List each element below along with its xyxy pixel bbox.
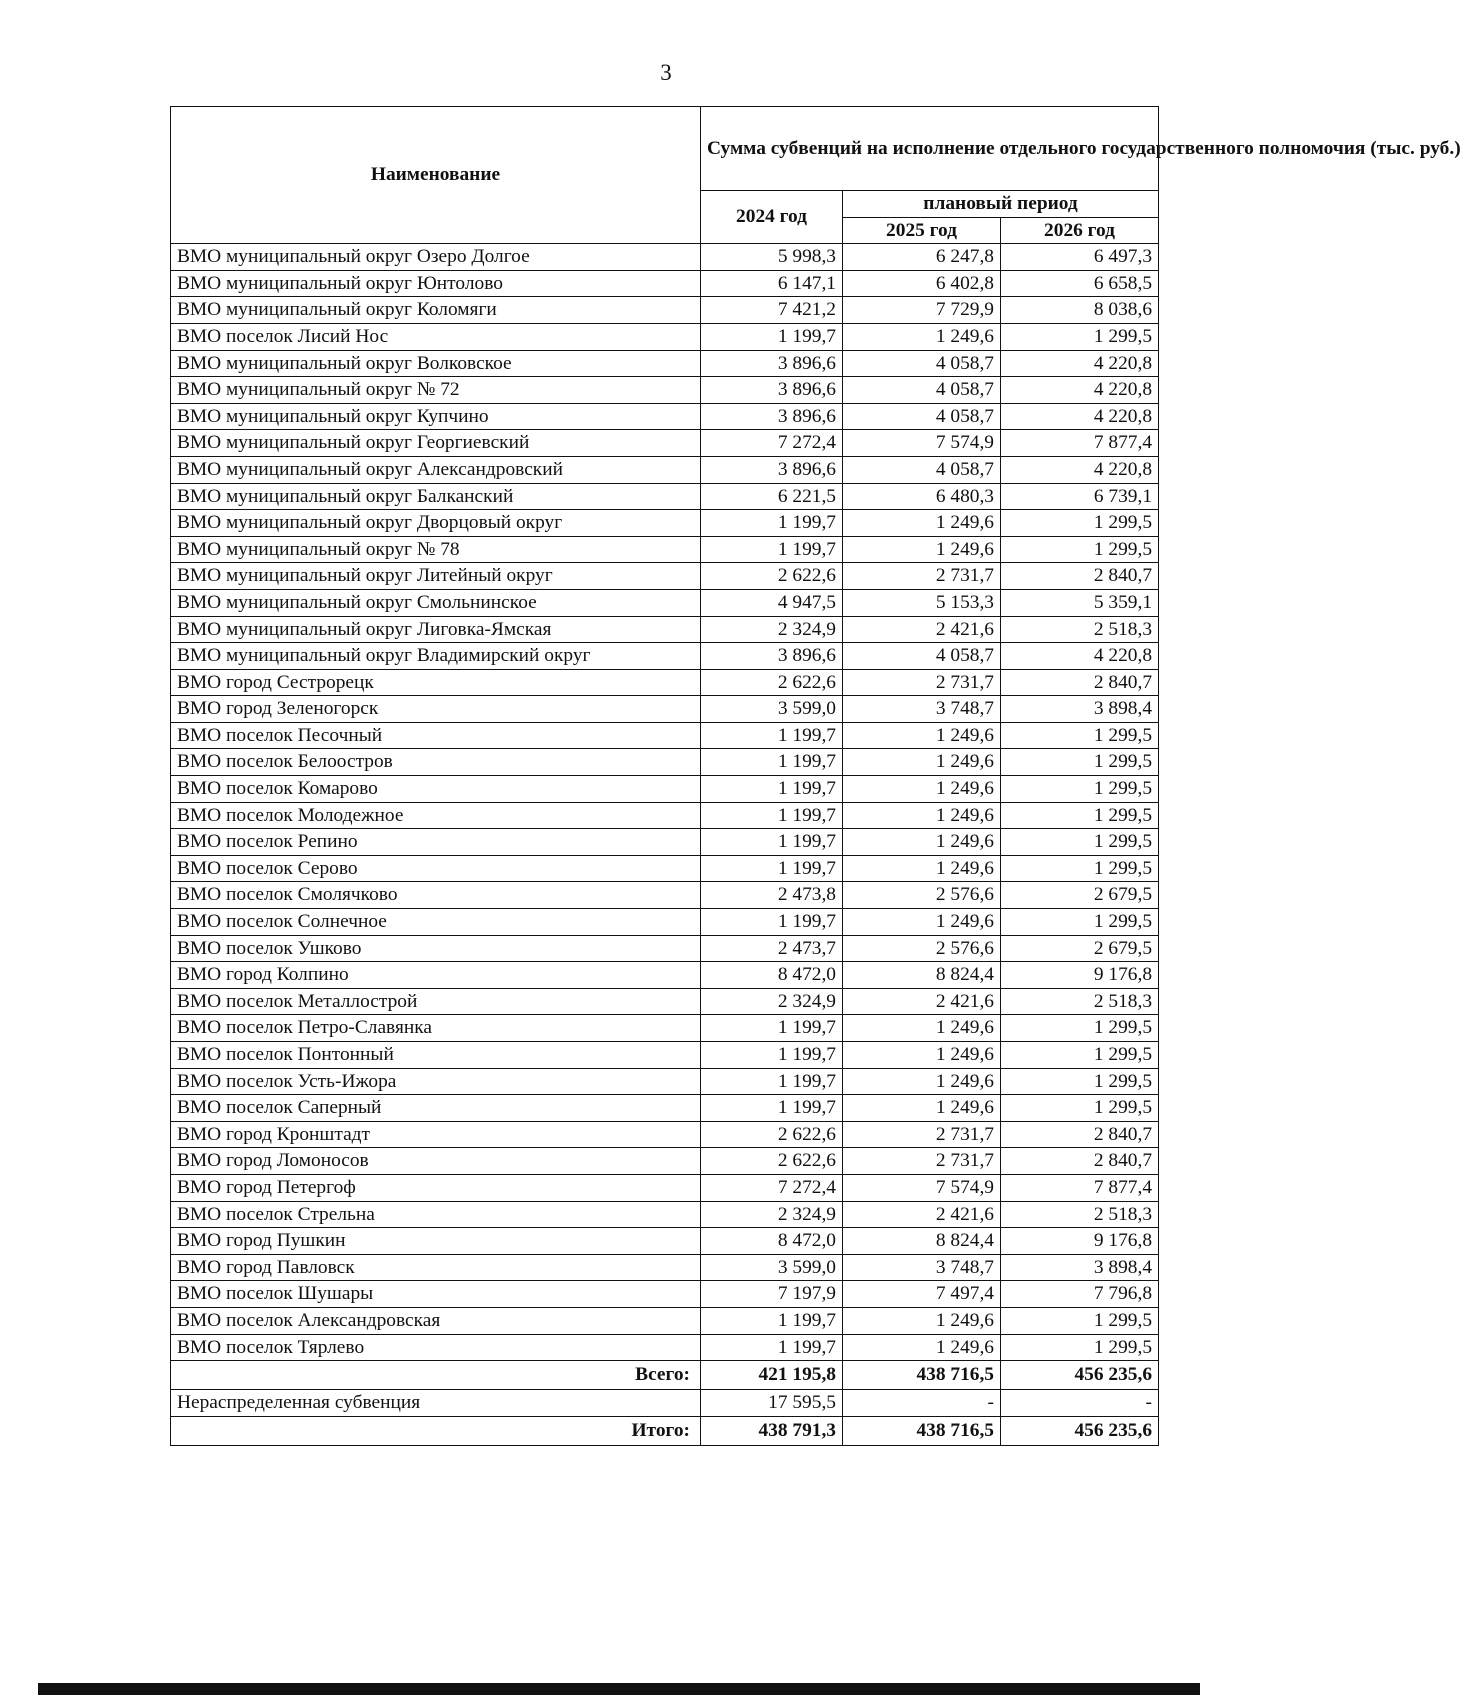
row-value-2026: 1 299,5 bbox=[1001, 909, 1159, 936]
table-row bbox=[171, 616, 1159, 643]
table-row bbox=[171, 1334, 1159, 1361]
total-2025: 438 716,5 bbox=[843, 1361, 1001, 1390]
row-value-2026: 4 220,8 bbox=[1001, 643, 1159, 670]
row-value-2026: 1 299,5 bbox=[1001, 855, 1159, 882]
row-name: ВМО поселок Александровская bbox=[171, 1307, 701, 1334]
table-row bbox=[171, 696, 1159, 723]
row-value-2026: 1 299,5 bbox=[1001, 1015, 1159, 1042]
row-name: ВМО поселок Смолячково bbox=[171, 882, 701, 909]
row-value-2024: 8 472,0 bbox=[701, 962, 843, 989]
total-2024: 421 195,8 bbox=[701, 1361, 843, 1390]
row-value-2025: 1 249,6 bbox=[843, 323, 1001, 350]
row-value-2024: 8 472,0 bbox=[701, 1228, 843, 1255]
row-value-2024: 3 896,6 bbox=[701, 643, 843, 670]
row-value-2025: 3 748,7 bbox=[843, 1254, 1001, 1281]
row-value-2025: 2 421,6 bbox=[843, 616, 1001, 643]
row-value-2025: 7 497,4 bbox=[843, 1281, 1001, 1308]
row-value-2025: 2 576,6 bbox=[843, 935, 1001, 962]
header-name: Наименование bbox=[171, 107, 701, 244]
row-value-2024: 1 199,7 bbox=[701, 510, 843, 537]
row-value-2024: 3 896,6 bbox=[701, 403, 843, 430]
row-value-2026: 3 898,4 bbox=[1001, 1254, 1159, 1281]
row-name: ВМО город Колпино bbox=[171, 962, 701, 989]
table-row bbox=[171, 882, 1159, 909]
row-value-2025: 1 249,6 bbox=[843, 510, 1001, 537]
row-value-2026: 1 299,5 bbox=[1001, 829, 1159, 856]
row-name: ВМО поселок Металлострой bbox=[171, 988, 701, 1015]
row-value-2026: 1 299,5 bbox=[1001, 536, 1159, 563]
row-value-2026: 1 299,5 bbox=[1001, 776, 1159, 803]
table-row bbox=[171, 722, 1159, 749]
row-value-2024: 2 324,9 bbox=[701, 1201, 843, 1228]
table-row bbox=[171, 988, 1159, 1015]
row-value-2024: 4 947,5 bbox=[701, 589, 843, 616]
table-row bbox=[171, 749, 1159, 776]
row-value-2026: 2 840,7 bbox=[1001, 1148, 1159, 1175]
row-value-2025: 1 249,6 bbox=[843, 1015, 1001, 1042]
row-name: ВМО муниципальный округ № 78 bbox=[171, 536, 701, 563]
row-value-2026: 6 658,5 bbox=[1001, 270, 1159, 297]
row-value-2025: 1 249,6 bbox=[843, 1095, 1001, 1122]
row-value-2026: 7 877,4 bbox=[1001, 1174, 1159, 1201]
table-row bbox=[171, 456, 1159, 483]
row-value-2024: 3 896,6 bbox=[701, 350, 843, 377]
row-value-2025: 3 748,7 bbox=[843, 696, 1001, 723]
row-value-2024: 1 199,7 bbox=[701, 1095, 843, 1122]
unallocated-2026: - bbox=[1001, 1390, 1159, 1417]
row-value-2025: 6 480,3 bbox=[843, 483, 1001, 510]
row-value-2024: 1 199,7 bbox=[701, 909, 843, 936]
row-value-2026: 4 220,8 bbox=[1001, 350, 1159, 377]
row-value-2024: 1 199,7 bbox=[701, 1334, 843, 1361]
row-name: ВМО муниципальный округ Смольнинское bbox=[171, 589, 701, 616]
row-name: ВМО муниципальный округ № 72 bbox=[171, 377, 701, 404]
row-name: ВМО поселок Шушары bbox=[171, 1281, 701, 1308]
header-sum-title: Сумма субвенций на исполнение отдельного государственного полномочия (тыс. руб.) bbox=[701, 107, 1159, 191]
total-label: Всего: bbox=[171, 1361, 701, 1390]
row-value-2026: 1 299,5 bbox=[1001, 749, 1159, 776]
header-planned-period: плановый период bbox=[843, 191, 1159, 218]
row-value-2026: 7 796,8 bbox=[1001, 1281, 1159, 1308]
row-value-2024: 2 473,8 bbox=[701, 882, 843, 909]
table-row bbox=[171, 270, 1159, 297]
row-value-2025: 2 731,7 bbox=[843, 1148, 1001, 1175]
header-year-2024: 2024 год bbox=[701, 191, 843, 244]
row-value-2024: 1 199,7 bbox=[701, 749, 843, 776]
row-value-2024: 2 622,6 bbox=[701, 669, 843, 696]
row-name: ВМО поселок Петро-Славянка bbox=[171, 1015, 701, 1042]
row-name: ВМО поселок Лисий Нос bbox=[171, 323, 701, 350]
row-value-2025: 1 249,6 bbox=[843, 776, 1001, 803]
row-value-2024: 1 199,7 bbox=[701, 1015, 843, 1042]
table-row bbox=[171, 403, 1159, 430]
scan-bottom-edge bbox=[38, 1683, 1200, 1695]
row-value-2025: 7 574,9 bbox=[843, 1174, 1001, 1201]
row-value-2024: 2 473,7 bbox=[701, 935, 843, 962]
row-value-2025: 1 249,6 bbox=[843, 829, 1001, 856]
row-name: ВМО муниципальный округ Коломяги bbox=[171, 297, 701, 324]
row-value-2026: 4 220,8 bbox=[1001, 456, 1159, 483]
row-value-2024: 1 199,7 bbox=[701, 855, 843, 882]
row-value-2026: 1 299,5 bbox=[1001, 722, 1159, 749]
row-value-2026: 2 518,3 bbox=[1001, 616, 1159, 643]
row-name: ВМО город Ломоносов bbox=[171, 1148, 701, 1175]
table-row bbox=[171, 1121, 1159, 1148]
table-row bbox=[171, 1228, 1159, 1255]
table-row bbox=[171, 935, 1159, 962]
row-name: ВМО поселок Понтонный bbox=[171, 1042, 701, 1069]
table-row bbox=[171, 962, 1159, 989]
row-value-2025: 2 421,6 bbox=[843, 988, 1001, 1015]
row-name: ВМО муниципальный округ Озеро Долгое bbox=[171, 244, 701, 271]
row-name: ВМО муниципальный округ Александровский bbox=[171, 456, 701, 483]
row-value-2026: 2 679,5 bbox=[1001, 882, 1159, 909]
row-name: ВМО муниципальный округ Дворцовый округ bbox=[171, 510, 701, 537]
grand-total-row bbox=[171, 1416, 1159, 1445]
row-value-2024: 1 199,7 bbox=[701, 802, 843, 829]
table-row bbox=[171, 483, 1159, 510]
table-row bbox=[171, 244, 1159, 271]
subvention-table bbox=[170, 106, 1461, 1446]
row-value-2024: 6 221,5 bbox=[701, 483, 843, 510]
row-name: ВМО муниципальный округ Литейный округ bbox=[171, 563, 701, 590]
table-row bbox=[171, 909, 1159, 936]
row-name: ВМО поселок Саперный bbox=[171, 1095, 701, 1122]
total-2026: 456 235,6 bbox=[1001, 1361, 1159, 1390]
row-name: ВМО муниципальный округ Владимирский округ bbox=[171, 643, 701, 670]
row-value-2025: 1 249,6 bbox=[843, 749, 1001, 776]
row-value-2025: 7 729,9 bbox=[843, 297, 1001, 324]
row-name: ВМО город Кронштадт bbox=[171, 1121, 701, 1148]
row-value-2025: 2 731,7 bbox=[843, 669, 1001, 696]
row-value-2025: 1 249,6 bbox=[843, 1334, 1001, 1361]
row-name: ВМО муниципальный округ Лиговка-Ямская bbox=[171, 616, 701, 643]
row-value-2025: 1 249,6 bbox=[843, 802, 1001, 829]
total-row bbox=[171, 1361, 1159, 1390]
row-name: ВМО муниципальный округ Юнтолово bbox=[171, 270, 701, 297]
table-row bbox=[171, 1148, 1159, 1175]
row-value-2025: 2 731,7 bbox=[843, 1121, 1001, 1148]
row-value-2024: 2 324,9 bbox=[701, 988, 843, 1015]
grand-total-label: Итого: bbox=[171, 1416, 701, 1445]
row-value-2024: 5 998,3 bbox=[701, 244, 843, 271]
row-value-2024: 3 599,0 bbox=[701, 696, 843, 723]
row-value-2026: 1 299,5 bbox=[1001, 510, 1159, 537]
table-row bbox=[171, 323, 1159, 350]
row-value-2024: 1 199,7 bbox=[701, 722, 843, 749]
row-name: ВМО поселок Песочный bbox=[171, 722, 701, 749]
row-name: ВМО поселок Стрельна bbox=[171, 1201, 701, 1228]
row-value-2024: 7 421,2 bbox=[701, 297, 843, 324]
row-name: ВМО город Зеленогорск bbox=[171, 696, 701, 723]
unallocated-row bbox=[171, 1390, 1159, 1417]
row-name: ВМО поселок Ушково bbox=[171, 935, 701, 962]
table-row bbox=[171, 350, 1159, 377]
table-row bbox=[171, 1254, 1159, 1281]
table-row bbox=[171, 563, 1159, 590]
row-value-2025: 1 249,6 bbox=[843, 1068, 1001, 1095]
table-row bbox=[171, 536, 1159, 563]
row-value-2026: 2 840,7 bbox=[1001, 669, 1159, 696]
row-value-2025: 8 824,4 bbox=[843, 962, 1001, 989]
row-value-2025: 4 058,7 bbox=[843, 377, 1001, 404]
row-value-2025: 2 421,6 bbox=[843, 1201, 1001, 1228]
row-value-2025: 1 249,6 bbox=[843, 1307, 1001, 1334]
row-name: ВМО город Павловск bbox=[171, 1254, 701, 1281]
row-value-2026: 2 679,5 bbox=[1001, 935, 1159, 962]
row-value-2024: 3 896,6 bbox=[701, 377, 843, 404]
table-row bbox=[171, 669, 1159, 696]
row-value-2024: 1 199,7 bbox=[701, 1042, 843, 1069]
row-value-2026: 4 220,8 bbox=[1001, 377, 1159, 404]
table-row bbox=[171, 1201, 1159, 1228]
row-value-2024: 7 272,4 bbox=[701, 1174, 843, 1201]
table-row bbox=[171, 430, 1159, 457]
row-name: ВМО муниципальный округ Волковское bbox=[171, 350, 701, 377]
table-row bbox=[171, 1281, 1159, 1308]
table-row bbox=[171, 589, 1159, 616]
unallocated-2024: 17 595,5 bbox=[701, 1390, 843, 1417]
row-value-2024: 1 199,7 bbox=[701, 1068, 843, 1095]
row-value-2024: 1 199,7 bbox=[701, 829, 843, 856]
row-value-2026: 3 898,4 bbox=[1001, 696, 1159, 723]
row-value-2026: 6 497,3 bbox=[1001, 244, 1159, 271]
row-name: ВМО муниципальный округ Георгиевский bbox=[171, 430, 701, 457]
row-name: ВМО поселок Комарово bbox=[171, 776, 701, 803]
table-body bbox=[171, 244, 1159, 1361]
row-value-2024: 1 199,7 bbox=[701, 1307, 843, 1334]
row-value-2025: 2 731,7 bbox=[843, 563, 1001, 590]
row-value-2024: 3 599,0 bbox=[701, 1254, 843, 1281]
row-value-2026: 4 220,8 bbox=[1001, 403, 1159, 430]
row-value-2026: 8 038,6 bbox=[1001, 297, 1159, 324]
row-value-2026: 9 176,8 bbox=[1001, 1228, 1159, 1255]
table-row bbox=[171, 643, 1159, 670]
row-value-2026: 1 299,5 bbox=[1001, 1334, 1159, 1361]
row-value-2026: 2 840,7 bbox=[1001, 1121, 1159, 1148]
row-value-2024: 6 147,1 bbox=[701, 270, 843, 297]
row-value-2026: 1 299,5 bbox=[1001, 323, 1159, 350]
row-value-2024: 1 199,7 bbox=[701, 323, 843, 350]
row-value-2025: 6 402,8 bbox=[843, 270, 1001, 297]
table-row bbox=[171, 1042, 1159, 1069]
row-value-2025: 1 249,6 bbox=[843, 722, 1001, 749]
row-name: ВМО муниципальный округ Балканский bbox=[171, 483, 701, 510]
row-value-2026: 1 299,5 bbox=[1001, 1307, 1159, 1334]
row-value-2026: 7 877,4 bbox=[1001, 430, 1159, 457]
row-value-2024: 2 622,6 bbox=[701, 563, 843, 590]
row-name: ВМО город Пушкин bbox=[171, 1228, 701, 1255]
row-value-2026: 2 518,3 bbox=[1001, 1201, 1159, 1228]
header-year-2026: 2026 год bbox=[1001, 217, 1159, 244]
table-row bbox=[171, 1015, 1159, 1042]
table-row bbox=[171, 776, 1159, 803]
row-value-2026: 1 299,5 bbox=[1001, 802, 1159, 829]
table-row bbox=[171, 829, 1159, 856]
row-name: ВМО поселок Серово bbox=[171, 855, 701, 882]
grand-total-2025: 438 716,5 bbox=[843, 1416, 1001, 1445]
row-value-2026: 5 359,1 bbox=[1001, 589, 1159, 616]
table-row bbox=[171, 1068, 1159, 1095]
table-row bbox=[171, 1307, 1159, 1334]
table-row bbox=[171, 1174, 1159, 1201]
row-name: ВМО поселок Молодежное bbox=[171, 802, 701, 829]
row-name: ВМО поселок Белоостров bbox=[171, 749, 701, 776]
row-value-2025: 8 824,4 bbox=[843, 1228, 1001, 1255]
table-row bbox=[171, 855, 1159, 882]
row-value-2024: 2 622,6 bbox=[701, 1148, 843, 1175]
row-value-2026: 6 739,1 bbox=[1001, 483, 1159, 510]
row-value-2025: 4 058,7 bbox=[843, 643, 1001, 670]
row-value-2024: 7 272,4 bbox=[701, 430, 843, 457]
table-row bbox=[171, 510, 1159, 537]
row-value-2025: 1 249,6 bbox=[843, 855, 1001, 882]
header-year-2025: 2025 год bbox=[843, 217, 1001, 244]
row-value-2024: 3 896,6 bbox=[701, 456, 843, 483]
row-value-2026: 2 518,3 bbox=[1001, 988, 1159, 1015]
row-value-2026: 2 840,7 bbox=[1001, 563, 1159, 590]
row-value-2026: 1 299,5 bbox=[1001, 1068, 1159, 1095]
row-value-2026: 9 176,8 bbox=[1001, 962, 1159, 989]
row-value-2024: 7 197,9 bbox=[701, 1281, 843, 1308]
table-row bbox=[171, 297, 1159, 324]
row-value-2025: 5 153,3 bbox=[843, 589, 1001, 616]
grand-total-2026: 456 235,6 bbox=[1001, 1416, 1159, 1445]
row-name: ВМО поселок Репино bbox=[171, 829, 701, 856]
row-value-2025: 4 058,7 bbox=[843, 456, 1001, 483]
table-row bbox=[171, 1095, 1159, 1122]
row-value-2024: 1 199,7 bbox=[701, 536, 843, 563]
row-value-2026: 1 299,5 bbox=[1001, 1042, 1159, 1069]
row-value-2025: 7 574,9 bbox=[843, 430, 1001, 457]
row-name: ВМО поселок Тярлево bbox=[171, 1334, 701, 1361]
row-value-2025: 1 249,6 bbox=[843, 536, 1001, 563]
unallocated-2025: - bbox=[843, 1390, 1001, 1417]
row-name: ВМО муниципальный округ Купчино bbox=[171, 403, 701, 430]
row-value-2025: 4 058,7 bbox=[843, 350, 1001, 377]
table-row bbox=[171, 802, 1159, 829]
grand-total-2024: 438 791,3 bbox=[701, 1416, 843, 1445]
row-value-2024: 2 622,6 bbox=[701, 1121, 843, 1148]
row-name: ВМО поселок Солнечное bbox=[171, 909, 701, 936]
page-number: 3 bbox=[660, 60, 672, 85]
row-value-2026: 1 299,5 bbox=[1001, 1095, 1159, 1122]
row-name: ВМО поселок Усть-Ижора bbox=[171, 1068, 701, 1095]
row-value-2025: 6 247,8 bbox=[843, 244, 1001, 271]
row-value-2024: 2 324,9 bbox=[701, 616, 843, 643]
unallocated-label: Нераспределенная субвенция bbox=[171, 1390, 701, 1417]
row-value-2025: 4 058,7 bbox=[843, 403, 1001, 430]
row-value-2024: 1 199,7 bbox=[701, 776, 843, 803]
table-row bbox=[171, 377, 1159, 404]
row-value-2025: 1 249,6 bbox=[843, 909, 1001, 936]
row-name: ВМО город Петергоф bbox=[171, 1174, 701, 1201]
row-value-2025: 1 249,6 bbox=[843, 1042, 1001, 1069]
row-name: ВМО город Сестрорецк bbox=[171, 669, 701, 696]
row-value-2025: 2 576,6 bbox=[843, 882, 1001, 909]
